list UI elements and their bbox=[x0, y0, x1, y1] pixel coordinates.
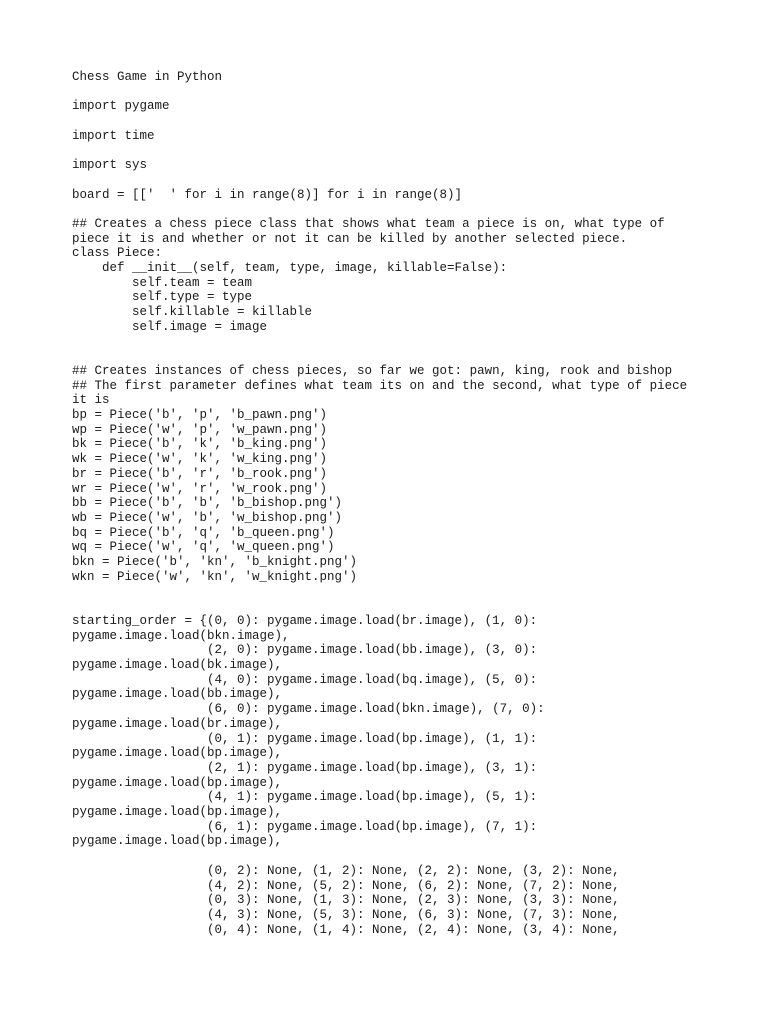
code-line: bkn = Piece('b', 'kn', 'b_knight.png') bbox=[72, 555, 358, 570]
code-line: class Piece: bbox=[72, 246, 163, 261]
code-line: wb = Piece('w', 'b', 'w_bishop.png') bbox=[72, 511, 343, 525]
code-line: wk = Piece('w', 'k', 'w_king.png') bbox=[72, 452, 328, 467]
starting-order-block bbox=[72, 614, 752, 849]
code-line: piece it is and whether or not it can be killed by another selected piece. bbox=[72, 231, 628, 246]
code-line: bk = Piece('b', 'k', 'b_king.png') bbox=[72, 437, 328, 452]
instances-comment-block bbox=[72, 364, 752, 408]
code-line: wq = Piece('w', 'q', 'w_queen.png') bbox=[72, 540, 335, 555]
board-definition: board = [[' ' for i in range(8)] for i in range(8)] bbox=[72, 187, 463, 202]
code-line: (4, 1): pygame.image.load(bp.image), (5, 1): bbox=[72, 790, 538, 805]
spacer bbox=[72, 335, 752, 364]
code-line: self.image = image bbox=[72, 319, 268, 334]
code-line: ## The first parameter defines what team its on and the second, what type of piece bbox=[72, 378, 688, 393]
spacer bbox=[72, 85, 752, 100]
class-comment-block bbox=[72, 217, 752, 246]
code-line: br = Piece('b', 'r', 'b_rook.png') bbox=[72, 466, 328, 481]
document-page bbox=[72, 70, 752, 937]
code-line: (6, 0): pygame.image.load(bkn.image), (7, 0): bbox=[72, 702, 545, 717]
code-line: (2, 0): pygame.image.load(bb.image), (3, 0): bbox=[72, 643, 538, 658]
code-line: ## Creates a chess piece class that shows what team a piece is on, what type of bbox=[72, 216, 665, 231]
piece-instances-block bbox=[72, 408, 752, 584]
code-line: (0, 4): None, (1, 4): None, (2, 4): None, (3, 4): None, bbox=[72, 922, 620, 937]
import-time: import time bbox=[72, 128, 155, 143]
document-title: Chess Game in Python bbox=[72, 70, 223, 84]
code-line: (0, 2): None, (1, 2): None, (2, 2): None, (3, 2): None, bbox=[72, 863, 620, 878]
code-line: (4, 3): None, (5, 3): None, (6, 3): None, (7, 3): None, bbox=[72, 907, 620, 922]
code-line: pygame.image.load(bk.image), bbox=[72, 658, 283, 673]
code-line: ## Creates instances of chess pieces, so far we got: pawn, king, rook and bishop bbox=[72, 363, 673, 378]
code-line: starting_order = {(0, 0): pygame.image.load(br.image), (1, 0): bbox=[72, 613, 538, 628]
code-line: (0, 1): pygame.image.load(bp.image), (1, 1): bbox=[72, 731, 538, 746]
code-line: (0, 3): None, (1, 3): None, (2, 3): None, (3, 3): None, bbox=[72, 893, 620, 908]
code-line: pygame.image.load(bb.image), bbox=[72, 687, 283, 702]
none-entries-block bbox=[72, 864, 752, 938]
code-line: (4, 0): pygame.image.load(bq.image), (5, 0): bbox=[72, 672, 538, 687]
code-line: (4, 2): None, (5, 2): None, (6, 2): None, (7, 2): None, bbox=[72, 878, 620, 893]
spacer bbox=[72, 849, 752, 864]
code-line: pygame.image.load(bp.image), bbox=[72, 746, 283, 761]
code-line: bq = Piece('b', 'q', 'b_queen.png') bbox=[72, 525, 335, 540]
code-line: bp = Piece('b', 'p', 'b_pawn.png') bbox=[72, 408, 328, 423]
import-pygame: import pygame bbox=[72, 99, 170, 114]
code-line: wkn = Piece('w', 'kn', 'w_knight.png') bbox=[72, 569, 358, 584]
code-line: pygame.image.load(bp.image), bbox=[72, 775, 283, 790]
spacer bbox=[72, 114, 752, 129]
spacer bbox=[72, 143, 752, 158]
code-line: wr = Piece('w', 'r', 'w_rook.png') bbox=[72, 481, 328, 496]
code-line: self.team = team bbox=[72, 275, 253, 290]
code-line: wp = Piece('w', 'p', 'w_pawn.png') bbox=[72, 422, 328, 437]
import-sys: import sys bbox=[72, 158, 148, 173]
code-line: bb = Piece('b', 'b', 'b_bishop.png') bbox=[72, 496, 343, 511]
code-line: (6, 1): pygame.image.load(bp.image), (7, 1): bbox=[72, 819, 538, 834]
spacer bbox=[72, 585, 752, 614]
code-line: (2, 1): pygame.image.load(bp.image), (3, 1): bbox=[72, 760, 538, 775]
code-line: pygame.image.load(bkn.image), bbox=[72, 628, 290, 643]
code-line: def __init__(self, team, type, image, killable=False): bbox=[72, 261, 508, 276]
code-line: pygame.image.load(bp.image), bbox=[72, 834, 283, 849]
code-line: pygame.image.load(bp.image), bbox=[72, 805, 283, 820]
class-code-block bbox=[72, 246, 752, 334]
spacer bbox=[72, 173, 752, 188]
code-line: pygame.image.load(br.image), bbox=[72, 716, 283, 731]
code-line: it is bbox=[72, 393, 110, 408]
code-line: self.killable = killable bbox=[72, 305, 313, 320]
code-line: self.type = type bbox=[72, 290, 253, 305]
spacer bbox=[72, 202, 752, 217]
